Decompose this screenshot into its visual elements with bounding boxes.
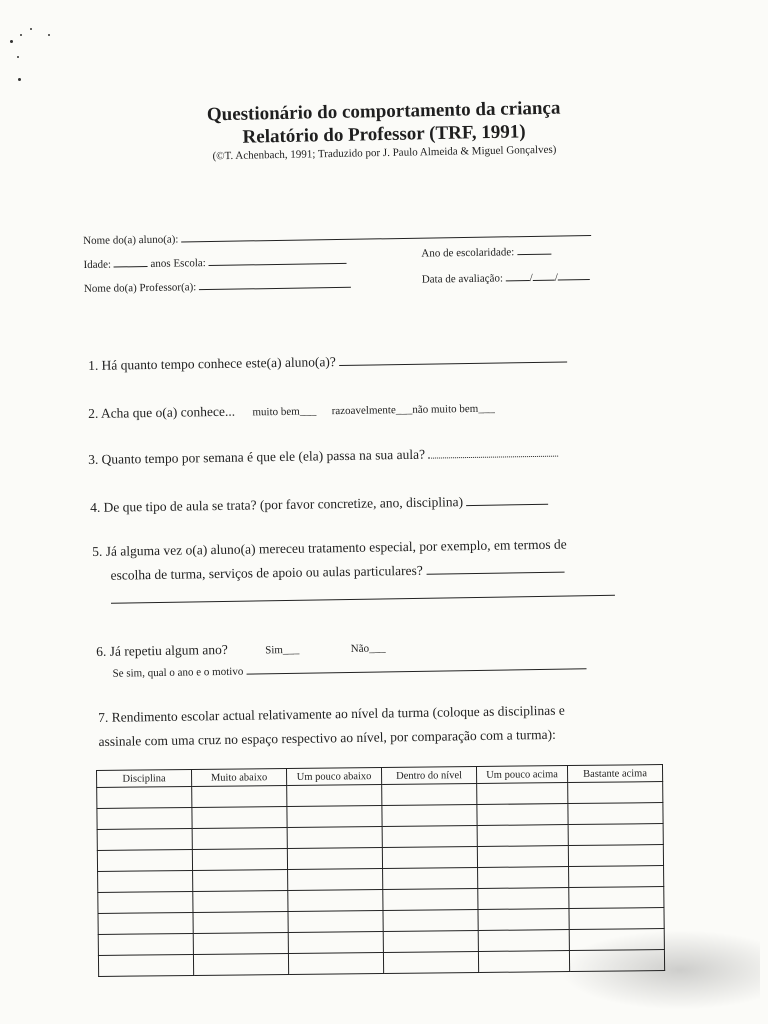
performance-table [96, 764, 665, 977]
question-3 [88, 445, 559, 468]
table-cell[interactable] [382, 826, 477, 848]
table-cell[interactable] [287, 785, 382, 807]
table-cell[interactable] [478, 930, 569, 952]
question-5-text-line-1: 5. Já alguma vez o(a) aluno(a) mereceu tratamento especial, por exemplo, em termos de [92, 536, 567, 559]
table-cell[interactable] [97, 849, 192, 871]
table-cell[interactable] [193, 932, 288, 954]
table-body [97, 782, 665, 977]
question-5-text-line-2: escolha de turma, serviços de apoio ou aulas particulares? [110, 562, 423, 583]
table-cell[interactable] [569, 887, 664, 909]
table-cell[interactable] [569, 950, 664, 972]
question-7-text-line-1: 7. Rendimento escolar actual relativamente ao nível da turma (coloque as disciplinas e [98, 702, 565, 725]
question-1 [88, 350, 567, 374]
age-school-label: anos Escola: [150, 257, 206, 270]
school-field[interactable] [208, 252, 346, 266]
header-um-pouco-acima: Um pouco acima [476, 766, 567, 784]
table-cell[interactable] [97, 786, 192, 808]
table-cell[interactable] [477, 804, 568, 826]
table-cell[interactable] [192, 828, 287, 850]
table-cell[interactable] [98, 870, 193, 892]
table-cell[interactable] [193, 890, 288, 912]
header-disciplina: Disciplina [97, 769, 192, 787]
table-cell[interactable] [569, 908, 664, 930]
question-2-text: 2. Acha que o(a) conhece... [88, 403, 236, 421]
table-cell[interactable] [478, 867, 569, 889]
student-name-label: Nome do(a) aluno(a): [83, 233, 179, 247]
header-dentro-do-nivel: Dentro do nível [381, 767, 476, 785]
table-cell[interactable] [192, 786, 287, 808]
table-cell[interactable] [568, 782, 663, 804]
question-6-text: 6. Já repetiu algum ano? [96, 641, 228, 659]
eval-date-day[interactable] [506, 269, 530, 281]
question-6-followup-label: Se sim, qual o ano e o motivo [112, 665, 244, 680]
table-cell[interactable] [568, 824, 663, 846]
question-1-answer[interactable] [339, 350, 567, 366]
table-cell[interactable] [382, 805, 477, 827]
question-3-text: 3. Quanto tempo por semana é que ele (ela) passa na sua aula? [88, 446, 426, 467]
eval-date-month[interactable] [533, 269, 555, 281]
table-cell[interactable] [478, 909, 569, 931]
table-cell[interactable] [287, 848, 382, 870]
table-cell[interactable] [383, 910, 478, 932]
question-6 [96, 632, 586, 682]
header-um-pouco-abaixo: Um pouco abaixo [286, 768, 381, 786]
question-5-answer-line-2[interactable] [111, 584, 615, 604]
question-3-answer[interactable] [428, 445, 558, 459]
age-label: Idade: [83, 258, 112, 271]
table-cell[interactable] [382, 784, 477, 806]
question-5-answer[interactable] [426, 561, 564, 575]
table-cell[interactable] [568, 803, 663, 825]
question-1-text: 1. Há quanto tempo conhece este(a) aluno(a)? [88, 354, 336, 373]
question-5 [92, 532, 615, 612]
table-cell[interactable] [288, 932, 383, 954]
table-cell[interactable] [287, 827, 382, 849]
title-line-2: Relatório do Professor (TRF, 1991) [242, 121, 526, 148]
table-cell[interactable] [383, 889, 478, 911]
table-cell[interactable] [288, 869, 383, 891]
title-line-1: Questionário do comportamento da criança [206, 97, 561, 126]
table-cell[interactable] [382, 847, 477, 869]
header-bastante-acima: Bastante acima [567, 765, 662, 783]
table-cell[interactable] [192, 807, 287, 829]
copyright-credit: (©T. Achenbach, 1991; Traduzido por J. Paulo Almeida & Miguel Gonçalves) [212, 143, 557, 163]
header-muito-abaixo: Muito abaixo [192, 769, 287, 787]
performance-table-wrap [96, 764, 665, 977]
option-razoavelmente[interactable]: razoavelmente___ [331, 403, 413, 418]
table-cell[interactable] [383, 952, 478, 974]
question-4-answer[interactable] [466, 493, 548, 506]
table-cell[interactable] [288, 911, 383, 933]
option-sim[interactable]: Sim___ [265, 643, 300, 657]
table-cell[interactable] [477, 825, 568, 847]
table-cell[interactable] [193, 911, 288, 933]
option-nao-muito-bem[interactable]: não muito bem___ [412, 402, 495, 416]
question-2 [88, 400, 495, 422]
table-cell[interactable] [383, 931, 478, 953]
table-cell[interactable] [383, 868, 478, 890]
table-cell[interactable] [288, 890, 383, 912]
question-7-text-line-2: assinale com uma cruz no espaço respectivo ao nível, por comparação com a turma): [98, 726, 556, 749]
table-cell[interactable] [478, 951, 569, 973]
question-7 [98, 699, 565, 754]
table-cell[interactable] [477, 783, 568, 805]
teacher-name-field[interactable] [199, 276, 351, 290]
school-year-field[interactable] [517, 243, 551, 256]
document-header [0, 93, 768, 169]
date-separator: / [554, 271, 558, 284]
table-cell[interactable] [478, 888, 569, 910]
table-cell[interactable] [569, 866, 664, 888]
table-cell[interactable] [98, 933, 193, 955]
school-year-label: Ano de escolaridade: [421, 246, 515, 260]
table-cell[interactable] [477, 846, 568, 868]
table-cell[interactable] [98, 912, 193, 934]
question-4 [90, 493, 549, 516]
eval-date-year[interactable] [558, 268, 590, 281]
option-muito-bem[interactable]: muito bem___ [252, 405, 317, 419]
table-cell[interactable] [98, 954, 193, 976]
table-cell[interactable] [568, 845, 663, 867]
identification-fields [83, 224, 624, 304]
age-field[interactable] [114, 255, 148, 268]
table-cell[interactable] [569, 929, 664, 951]
table-cell[interactable] [288, 953, 383, 975]
table-cell[interactable] [193, 869, 288, 891]
teacher-name-label: Nome do(a) Professor(a): [83, 281, 197, 295]
table-cell[interactable] [97, 828, 192, 850]
question-4-text: 4. De que tipo de aula se trata? (por favor concretize, ano, disciplina) [90, 494, 464, 515]
option-nao[interactable]: Não___ [350, 642, 386, 655]
date-separator: / [529, 271, 533, 284]
table-cell[interactable] [192, 849, 287, 871]
table-cell[interactable] [287, 806, 382, 828]
eval-date-label: Data de avaliação: [421, 272, 504, 286]
table-cell[interactable] [98, 891, 193, 913]
student-name-field[interactable] [181, 224, 591, 242]
table-cell[interactable] [193, 953, 288, 975]
table-cell[interactable] [97, 807, 192, 829]
